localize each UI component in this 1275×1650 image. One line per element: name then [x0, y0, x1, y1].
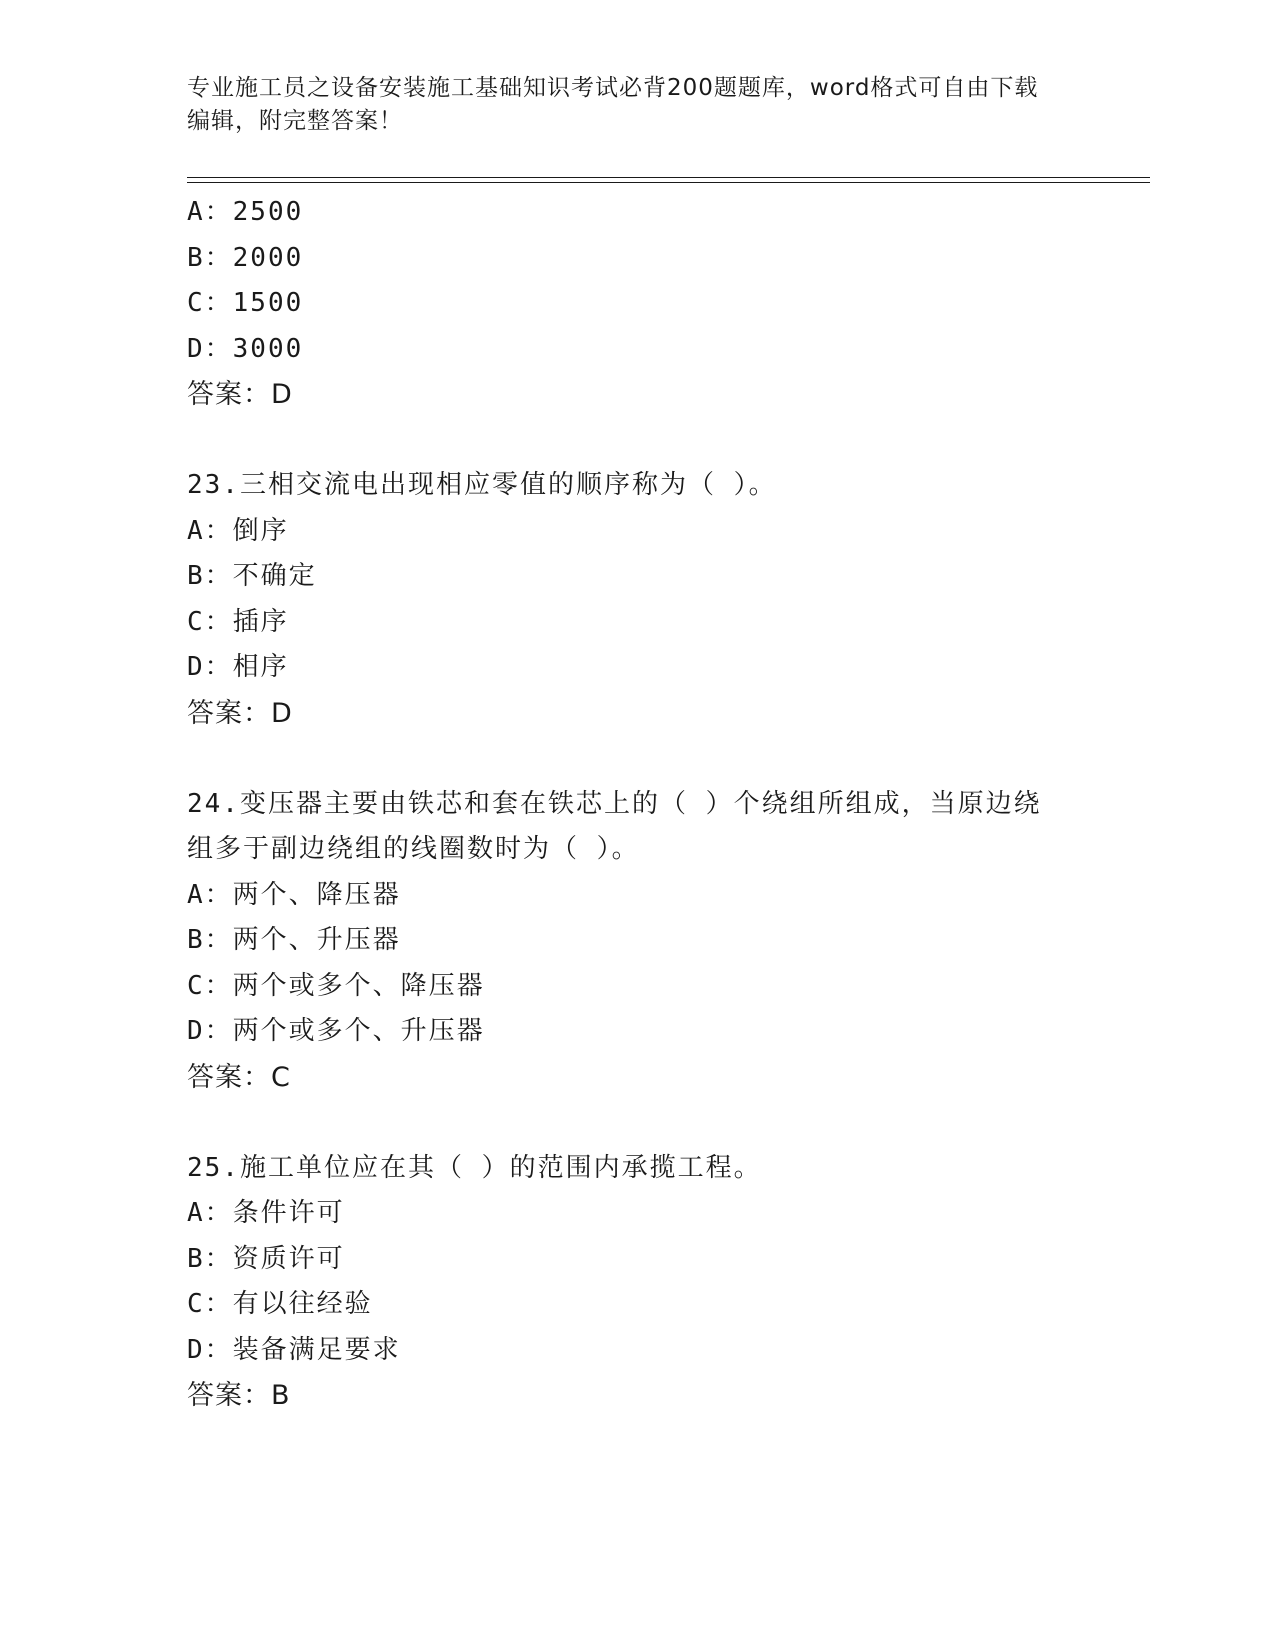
question-text-line-1: 24.变压器主要由铁芯和套在铁芯上的（ ）个绕组所组成，当原边绕 — [187, 788, 1042, 819]
question-text: 23.三相交流电出现相应零值的顺序称为（ ）。 — [187, 470, 777, 500]
header-title-line-1: 专业施工员之设备安装施工基础知识考试必背200题题库，word格式可自由下载 — [187, 75, 1039, 101]
answer: 答案：D — [187, 697, 293, 729]
option-a: A：两个、降压器 — [187, 879, 401, 910]
option-b: B：2000 — [187, 242, 304, 273]
option-d: D：装备满足要求 — [187, 1334, 401, 1365]
question-25 — [187, 1146, 1107, 1420]
option-d: D：3000 — [187, 333, 304, 364]
option-a: A：2500 — [187, 197, 304, 227]
option-c: C：有以往经验 — [187, 1289, 373, 1319]
question-text-line-2: 组多于副边绕组的线圈数时为（ ）。 — [187, 834, 640, 864]
question-list — [187, 190, 1107, 1419]
answer: 答案：B — [187, 1380, 291, 1411]
option-c: C：插序 — [187, 606, 289, 637]
option-c: C：两个或多个、降压器 — [187, 970, 485, 1001]
option-b: B：两个、升压器 — [187, 925, 401, 955]
option-a: A：倒序 — [187, 515, 289, 546]
option-b: B：不确定 — [187, 561, 317, 591]
spacer — [187, 1101, 1107, 1146]
question-23 — [187, 463, 1107, 737]
document-header — [187, 72, 1087, 138]
spacer — [187, 737, 1107, 782]
option-a: A：条件许可 — [187, 1198, 345, 1228]
header-divider-top — [187, 177, 1150, 178]
option-b: B：资质许可 — [187, 1243, 345, 1274]
header-title-line-2: 编辑，附完整答案！ — [187, 108, 403, 134]
question-24 — [187, 782, 1107, 1101]
header-divider-bottom — [187, 182, 1150, 183]
question-22 — [187, 190, 1107, 418]
option-c: C：1500 — [187, 288, 304, 318]
spacer — [187, 418, 1107, 463]
option-d: D：两个或多个、升压器 — [187, 1016, 485, 1046]
question-text: 25.施工单位应在其（ ）的范围内承揽工程。 — [187, 1152, 762, 1183]
answer: 答案：D — [187, 379, 293, 410]
option-d: D：相序 — [187, 652, 289, 682]
answer: 答案：C — [187, 1061, 291, 1093]
